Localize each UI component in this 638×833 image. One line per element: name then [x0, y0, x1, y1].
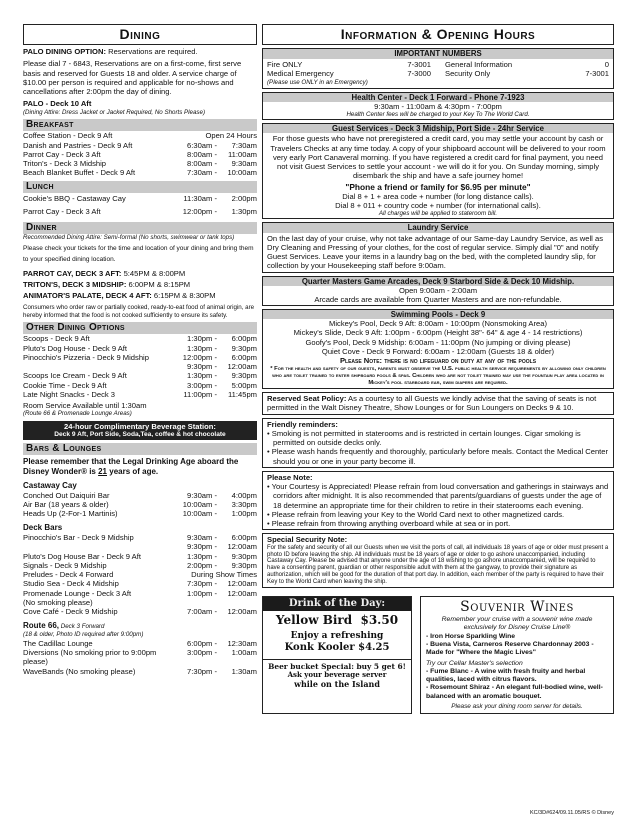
pool-item: Mickey's Slide, Deck 9 Aft: 1:00pm - 6:00pm (Height 38"- 64" & age 4 - 14 restrictions)	[293, 328, 583, 338]
castaway-open: 10:00am -	[182, 509, 217, 519]
route66-close: 12:30am	[227, 638, 257, 648]
deck-bar-name: (No smoking please)	[23, 597, 93, 607]
other-dining-open: 1:30pm -	[187, 343, 217, 353]
number-label: Fire ONLY	[267, 59, 303, 69]
friendly-item: • Smoking is not permitted in staterooms and is restricted in certain lounges. Cigar smoking is permitted on outside decks only.	[267, 428, 581, 448]
note-item: • Please refrain from leaving your Key to the World Card next to other magnetized cards.	[267, 509, 565, 519]
deck-bar-row	[23, 607, 257, 616]
dinner-row	[23, 290, 257, 301]
number-label: Security Only	[445, 68, 491, 78]
deck-bar-open	[159, 598, 217, 607]
wines-ask: Please ask your dining room server for details.	[451, 702, 583, 710]
castaway-close: 3:30pm	[231, 499, 257, 509]
breakfast-time: Open 24 Hours	[205, 131, 257, 141]
breakfast-row	[23, 131, 257, 140]
important-title: IMPORTANT NUMBERS	[263, 49, 613, 59]
souvenir-wines	[420, 596, 614, 714]
breakfast-open: 7:30am -	[187, 168, 217, 178]
dinner-times: 6:00PM & 8:15PM	[128, 280, 191, 290]
health-note: Health Center fees will be charged to your Key To The World Card.	[346, 111, 530, 119]
health-hours: 9:30am - 11:00am & 4:30pm - 7:00pm	[374, 102, 502, 112]
deck-bar-open: 1:00pm -	[187, 588, 217, 598]
dining-title: Dining	[23, 24, 257, 45]
pool-item: Goofy's Pool, Deck 9 Midship: 6:00am - 11:00pm (No jumping or diving please)	[305, 337, 571, 347]
castaway-row	[23, 509, 257, 518]
drink-enjoy: Enjoy a refreshing	[290, 630, 384, 641]
note-item: • Your Courtesy is Appreciated! Please refrain from loud conversation and gatherings in stairways and corridors after midnight. It is also recommended that parents/guardians of guests under the age of 18 determine an appropriate time for their children to retire in their staterooms each evening.	[267, 482, 609, 510]
pool-item: Mickey's Pool, Deck 9 Aft: 8:00am - 10:00pm (Nonsmoking Area)	[329, 319, 547, 329]
wine-item: - Rosemount Shiraz - An elegant full-bodied wine, well-balanced with an aromatic bouquet.	[426, 684, 603, 700]
deck-bar-open: 7:30pm -	[187, 579, 217, 589]
other-dining-row	[23, 334, 257, 343]
friendly-reminders	[262, 418, 614, 468]
deck-bar-row	[23, 598, 257, 607]
number-row	[267, 60, 431, 69]
pool-item: Quiet Cove - Deck 9 Forward: 6:00am - 12:00am (Guests 18 & older)	[321, 346, 555, 356]
other-dining-close: 6:00pm	[231, 352, 257, 362]
other-dining-title: Other Dining Options	[23, 322, 257, 334]
security-note	[262, 533, 614, 588]
route66-open: 3:00pm -	[187, 648, 217, 658]
route66-close: 1:30am	[231, 666, 257, 676]
other-dining-list	[23, 334, 257, 399]
deck-bar-name: Cove Café - Deck 9 Midship	[23, 607, 118, 617]
deck-bar-close: 6:00pm	[231, 533, 257, 543]
castaway-name: Conched Out Daiquiri Bar	[23, 490, 110, 500]
game-arcades	[262, 276, 614, 306]
lunch-close: 1:30pm	[231, 206, 257, 216]
other-dining-open: 1:30pm -	[187, 371, 217, 381]
friendly-title: Friendly reminders:	[267, 419, 338, 429]
deck-bar-name	[23, 542, 159, 551]
dinner-attire: Recommended Dining Attire: Semi-formal (No shorts, swimwear or tank tops)	[23, 233, 235, 241]
notes-list	[267, 482, 609, 528]
palo-attire: (Dining Attire: Dress Jacket or Jacket Required, No Shorts Please)	[23, 108, 206, 116]
castaway-row	[23, 491, 257, 500]
deck-bar-row	[23, 552, 257, 561]
castaway-list	[23, 491, 257, 519]
deck-bar-time: During Show Times	[191, 570, 257, 580]
room-service-note: (Route 66 & Promenade Lounge Areas)	[23, 410, 132, 418]
lunch-title: Lunch	[23, 181, 257, 193]
guest-services	[262, 123, 614, 219]
pools-note: Please Note: there is no lifeguard on duty at any of the pools	[339, 356, 537, 366]
route66-row	[23, 648, 257, 667]
pools-warning: * For the health and safety of our guests, parents must observe the U.S. public health service requirements by allowing only children who are toilet trained to enter shipboard pools & spas. Children who are not toilet trained may use the fountain play area located in Mickey's pool starboard ear, swim diapers are required.	[270, 366, 606, 387]
other-dining-close: 9:30pm	[231, 371, 257, 381]
number-value: 0	[604, 59, 609, 69]
number-label: General Information	[445, 59, 513, 69]
palo-text: Please dial 7 - 6843, Reservations are on a first-come, first serve basis and reserved for Guests 18 and older. A service charge of $10.00 per person is required and applicable for no-shows and cancellations after 2:00pm the day of dining.	[23, 59, 242, 97]
dinner-venue: ANIMATOR'S PALATE, DECK 4 AFT:	[23, 291, 154, 301]
deck-bar-open: 1:30pm -	[187, 551, 217, 561]
drink-title: Drink of the Day:	[263, 597, 411, 611]
other-dining-name	[23, 362, 159, 371]
dinner-row	[23, 279, 257, 290]
other-dining-name: Pinocchio's Pizzeria - Deck 9 Midship	[23, 352, 149, 362]
route66-list	[23, 639, 257, 676]
route66-open: 6:00pm -	[187, 638, 217, 648]
right-column	[262, 24, 614, 714]
breakfast-name: Danish and Pastries - Deck 9 Aft	[23, 140, 133, 150]
dinner-title: Dinner	[23, 222, 257, 234]
deck-bar-close: 12:00am	[227, 542, 257, 552]
deck-bar-open: 7:00am -	[187, 607, 217, 617]
breakfast-name: Coffee Station - Deck 9 Aft	[23, 131, 113, 141]
reserved-seat-policy: Reserved Seat Policy: As a courtesy to all Guests we kindly advise that the saving of seats is not permitted in the Walt Disney Theatre, Show Lounges or for Sun Loungers on Decks 9 & 10.	[262, 392, 614, 415]
other-dining-name: Cookie Time - Deck 9 Aft	[23, 380, 107, 390]
deck-bar-close	[217, 598, 257, 607]
deck-bar-close: 9:30pm	[231, 560, 257, 570]
route66-close: 1:00am	[231, 648, 257, 658]
security-title: Special Security Note:	[267, 535, 348, 545]
info-title: Information & Opening Hours	[262, 24, 614, 45]
other-dining-row	[23, 353, 257, 362]
health-title: Health Center - Deck 1 Forward - Phone 7-1923	[263, 93, 613, 103]
other-dining-open: 12:00pm -	[182, 352, 217, 362]
breakfast-close: 10:00am	[227, 168, 257, 178]
number-label: Medical Emergency	[267, 68, 334, 78]
room-service: Room Service Available until 1:30am	[23, 401, 147, 411]
breakfast-row	[23, 141, 257, 150]
lunch-open: 12:00pm -	[182, 206, 217, 216]
deck-bar-row	[23, 533, 257, 542]
other-dining-row	[23, 390, 257, 399]
number-row	[445, 60, 609, 69]
deck-bar-close: 12:00am	[227, 607, 257, 617]
breakfast-row	[23, 168, 257, 177]
wines-title: Souvenir Wines	[460, 599, 574, 616]
deck-bar-close: 12:00am	[227, 588, 257, 598]
phone-line2: Dial 8 + 011 + country code + number (for international calls).	[335, 201, 541, 211]
left-column	[23, 24, 257, 676]
dinner-venue: PARROT CAY, DECK 3 AFT:	[23, 269, 124, 279]
breakfast-list	[23, 131, 257, 177]
dinner-note: Consumers who order raw or partially cooked, ready-to-eat food of animal origin, are hereby informed that the food is not cooked sufficiently to ensure its safety.	[23, 304, 255, 319]
beverage-text: Deck 9 Aft, Port Side, Soda,Tea, coffee & hot chocolate	[54, 431, 226, 439]
laundry-title: Laundry Service	[263, 223, 613, 233]
other-dining-open: 11:00pm -	[183, 389, 217, 399]
deck-bar-name: Preludes - Deck 4 Forward	[23, 570, 114, 580]
lunch-name: Cookie's BBQ - Castaway Cay	[23, 193, 126, 203]
please-note	[262, 471, 614, 531]
castaway-name: Air Bar (18 years & older)	[23, 499, 109, 509]
other-dining-name: Scoops - Deck 9 Aft	[23, 334, 90, 344]
wines-try: Try our Cellar Master's selection	[426, 659, 523, 667]
lunch-row	[23, 206, 257, 219]
dinner-list	[23, 268, 257, 301]
route66-row	[23, 667, 257, 676]
other-dining-name: Late Night Snacks - Deck 3	[23, 389, 116, 399]
route66-note: (18 & older, Photo ID required after 9:00pm)	[23, 631, 144, 639]
deck-bars-title: Deck Bars	[23, 523, 63, 533]
arcade-note: Arcade cards are available from Quarter Masters and are non-refundable.	[314, 295, 562, 305]
security-text: For the safety and security of all our Guests when we visit the ports of call, all individuals 18 years of age or older must present a photo ID before leaving the ship. All individuals must be 18 years of age or older to go ashore unaccompanied, including Castaway Cay. Please be advised that anyone under the age of 18 wishing to go ashore unaccompanied, will be required to have a consenting parent, guardian or other responsible adult with them at the gangway, to provide their signature as authorization, which will be good for the duration of that port day. In addition, each member of the party is required to have their Key to the World Card when leaving the ship.	[267, 544, 609, 586]
dinner-times: 5:45PM & 8:00PM	[123, 269, 186, 279]
breakfast-name: Triton's - Deck 3 Midship	[23, 159, 107, 169]
castaway-open: 10:00am -	[182, 499, 217, 509]
breakfast-close: 9:30am	[231, 159, 257, 169]
beverage-station	[23, 421, 257, 440]
deck-bar-close: 12:00am	[227, 579, 257, 589]
deck-bar-row	[23, 561, 257, 570]
deck-bar-name: Signals - Deck 9 Midship	[23, 560, 107, 570]
other-dining-close: 12:00am	[227, 362, 257, 372]
numbers-right	[445, 60, 609, 79]
wine-item: - Fume Blanc - A wine with fresh fruity and herbal qualities, laced with citrus flavors.	[426, 667, 586, 684]
other-dining-close: 6:00pm	[231, 334, 257, 344]
lunch-name: Parrot Cay - Deck 3 Aft	[23, 206, 101, 216]
other-dining-name: Pluto's Dog House - Deck 9 Aft	[23, 343, 128, 353]
beverage-title: 24-hour Complimentary Beverage Station:	[64, 421, 216, 431]
deck-bar-name: Promenade Lounge - Deck 3 Aft	[23, 588, 132, 598]
wine-item: - Iron Horse Sparkling Wine	[426, 632, 516, 640]
lunch-open: 11:30am -	[183, 193, 217, 203]
route66-name: Diversions (No smoking prior to 9:00pm please)	[23, 648, 157, 667]
breakfast-open: 6:30am -	[187, 140, 217, 150]
breakfast-title: Breakfast	[23, 119, 257, 131]
bars-title: Bars & Lounges	[23, 443, 257, 455]
number-value: 7-3001	[407, 59, 431, 69]
deck-bar-row	[23, 579, 257, 588]
drinking-age-notice: Please remember that the Legal Drinking Age aboard the Disney Wonder® is 21 years of age.	[23, 457, 239, 477]
palo-heading: PALO DINING OPTION: Reservations are required.	[23, 47, 198, 57]
laundry-service	[262, 222, 614, 273]
deck-bar-name: Studio Sea - Deck 4 Midship	[23, 579, 119, 589]
other-dining-open: 1:30pm -	[187, 334, 217, 344]
castaway-open: 9:30am -	[187, 490, 217, 500]
drink-of-the-day	[262, 596, 412, 714]
other-dining-row	[23, 362, 257, 371]
drink-while: while on the Island	[294, 678, 380, 689]
other-dining-open: 3:00pm -	[187, 380, 217, 390]
wine-item: - Buena Vista, Carneros Reserve Chardonnay 2003 - Made for "Where the Magic Lives"	[426, 640, 594, 657]
number-row	[267, 69, 431, 78]
other-dining-name: Scoops Ice Cream - Deck 9 Aft	[23, 371, 127, 381]
health-center	[262, 92, 614, 120]
dinner-text: Please check your tickets for the time and location of your dining and bring them to your specified dining location.	[23, 245, 254, 263]
numbers-note: (Please use ONLY in an Emergency)	[267, 79, 368, 87]
other-dining-close: 9:30pm	[231, 343, 257, 353]
note-title: Please Note:	[267, 472, 313, 482]
note-item: • Please refrain from throwing anything overboard while at sea or in port.	[267, 519, 511, 529]
phone-title: "Phone a friend or family for $6.95 per minute"	[345, 181, 531, 192]
wines-list2	[426, 668, 608, 701]
other-dining-row	[23, 344, 257, 353]
number-value: 7-3000	[407, 68, 431, 78]
route66-open: 7:30pm -	[187, 666, 217, 676]
other-dining-row	[23, 381, 257, 390]
castaway-close: 4:00pm	[231, 490, 257, 500]
number-row	[445, 69, 609, 78]
drink-ask: Ask your beverage server	[287, 670, 387, 680]
castaway-title: Castaway Cay	[23, 480, 77, 490]
other-dining-row	[23, 371, 257, 380]
phone-note: All charges will be applied to stateroom bill.	[378, 210, 498, 218]
castaway-name: Heads Up (2-For-1 Martinis)	[23, 509, 118, 519]
arcade-title: Quarter Masters Game Arcades, Deck 9 Starbord Side & Deck 10 Midship.	[263, 277, 613, 287]
breakfast-row	[23, 150, 257, 159]
arcade-hours: Open 9:00am - 2:00am	[398, 286, 478, 296]
breakfast-close: 7:30am	[231, 140, 257, 150]
wines-intro: Remember your cruise with a souvenir wine made exclusively for Disney Cruise Line®	[441, 616, 593, 632]
swimming-pools	[262, 309, 614, 390]
laundry-text: On the last day of your cruise, why not take advantage of our Same-day Laundry Service, as well as Dry Cleaning and Pressing of your clothes, for the cost of regular service. Simply dial "0" and notify Guest Services. Leave your items in a laundry bag on the bed, with the completed laundry slip, for collection by your Housekeeping staff before 9:00am.	[267, 233, 603, 271]
drink-name: Yellow Bird $3.50	[275, 613, 399, 628]
numbers-left	[267, 60, 431, 79]
deck-bar-open: 9:30pm -	[187, 542, 217, 552]
route66-name: The Cadillac Lounge	[23, 638, 93, 648]
deck-bar-row	[23, 589, 257, 598]
pools-list	[263, 319, 613, 356]
deck-bar-name: Pinocchio's Bar - Deck 9 Midship	[23, 533, 134, 543]
deck-bar-row	[23, 542, 257, 551]
lunch-row	[23, 193, 257, 206]
lunch-close: 2:00pm	[231, 193, 257, 203]
pools-title: Swimming Pools - Deck 9	[263, 310, 613, 320]
phone-line1: Dial 8 + 1 + area code + number (for long distance calls).	[342, 191, 534, 201]
drink-bucket: Beer bucket Special: buy 5 get 6!	[263, 659, 411, 671]
deck-bar-name: Pluto's Dog House Bar - Deck 9 Aft	[23, 551, 141, 561]
route66-name: WaveBands (No smoking please)	[23, 666, 136, 676]
other-dining-close: 11:45pm	[228, 389, 257, 399]
guest-text: For those guests who have not preregistered a credit card, you may settle your account by cash or Travelers Checks at any time today. A copy of your shipboard account will be delivered to your room very early Port Canaveral morning. If you have registered a credit card for final payment, you need not visit Guest Services to settle your account - we will do it for you. On Sunday morning, simply disembark the ship and have a safe journey home!	[270, 134, 606, 181]
breakfast-row	[23, 159, 257, 168]
breakfast-name: Beach Blanket Buffet - Deck 9 Aft	[23, 168, 136, 178]
dinner-row	[23, 268, 257, 279]
drink-kooler: Konk Kooler $4.25	[284, 641, 390, 653]
route66-heading: Route 66, Deck 3 Forward	[23, 621, 105, 631]
breakfast-name: Parrot Cay - Deck 3 Aft	[23, 149, 101, 159]
guest-title: Guest Services - Deck 3 Midship, Port Side - 24hr Service	[263, 124, 613, 134]
palo-deck: PALO - Deck 10 Aft	[23, 99, 92, 109]
other-dining-open: 9:30pm -	[187, 362, 217, 372]
dinner-times: 6:15PM & 8:30PM	[153, 291, 216, 301]
deck-bar-open: 9:30am -	[187, 533, 217, 543]
friendly-item: • Please wash hands frequently and thoroughly, particularly before meals. Contact the Medical Center should you or one in your party become ill.	[267, 447, 609, 466]
deck-bar-row	[23, 570, 257, 579]
breakfast-open: 8:00am -	[187, 159, 217, 169]
footer: KC/3D#624/09.11.05/RS © Disney	[529, 810, 614, 817]
lunch-list	[23, 193, 257, 219]
dinner-venue: TRITON'S, DECK 3 MIDSHIP:	[23, 280, 129, 290]
friendly-list	[267, 429, 609, 466]
number-value: 7-3001	[585, 68, 609, 78]
deck-bar-close: 9:30pm	[231, 551, 257, 561]
other-dining-close: 5:00pm	[231, 380, 257, 390]
castaway-close: 1:00pm	[231, 509, 257, 519]
breakfast-open: 8:00am -	[187, 149, 217, 159]
castaway-row	[23, 500, 257, 509]
deck-bar-open: 2:00pm -	[187, 560, 217, 570]
breakfast-close: 11:00am	[228, 149, 257, 159]
deck-bars-list	[23, 533, 257, 616]
wines-list1	[426, 633, 608, 658]
important-numbers	[262, 48, 614, 89]
route66-row	[23, 639, 257, 648]
